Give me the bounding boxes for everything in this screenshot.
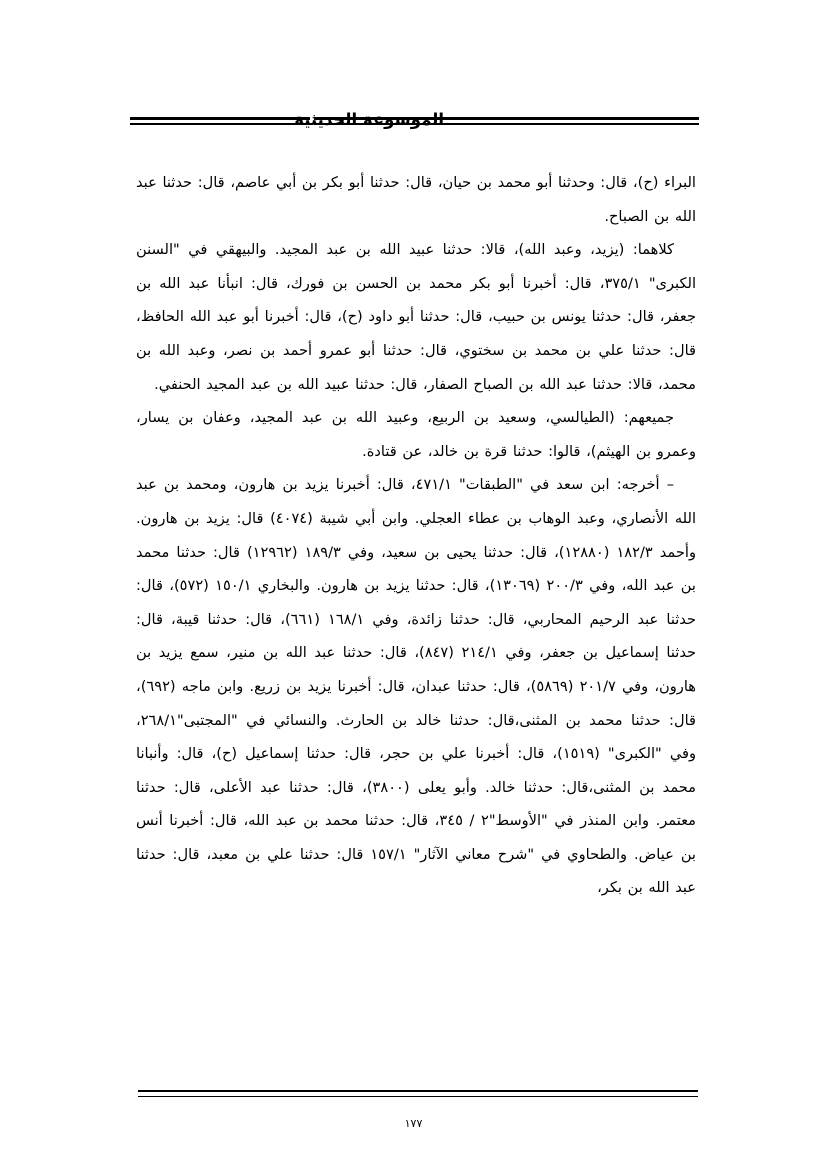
book-title: الموسوعة الحديثية xyxy=(294,110,444,129)
page-number: ١٧٧ xyxy=(404,1117,423,1130)
header-rule-left xyxy=(130,117,310,125)
footer-rule xyxy=(138,1090,698,1097)
paragraph-3: جميعهم: (الطيالسي، وسعيد بن الربيع، وعبيد الله بن عبد المجيد، وعفان بن يسار، وعمرو بن الهيثم)، قالوا: حدثنا قرة بن خالد، عن قتادة. xyxy=(136,409,696,460)
paragraph-4: – أخرجه: ابن سعد في "الطبقات" ٤٧١/١، قال: أخبرنا يزيد بن هارون، ومحمد بن عبد الله الأنصاري، وعبد الوهاب بن عطاء العجلي. وابن أبي شيبة (٤٠٧٤) قال: يزيد بن هارون. وأحمد ١٨٢/٣ (١٢٨٨٠)، قال: حدثنا يحيى بن سعيد، وفي ١٨٩/٣ (١٢٩٦٢) قال: حدثنا محمد بن عبد الله، وفي ٢٠٠/٣ (١٣٠٦٩)، قال: حدثنا يزيد بن هارون. والبخاري ١٥٠/١ (٥٧٢)، قال: حدثنا عبد الرحيم المحاربي، قال: حدثنا زائدة، وفي ١٦٨/١ (٦٦١)، قال: حدثنا قيبة، قال: حدثنا إسماعيل بن جعفر، وفي ٢١٤/١ (٨٤٧)، قال: حدثنا عبد الله بن منير، سمع يزيد بن هارون، وفي ٢٠١/٧ (٥٨٦٩)، قال: حدثنا عبدان، قال: أخبرنا يزيد بن زريع. وابن ماجه (٦٩٢)، قال: حدثنا محمد بن المثنى،قال: حدثنا خالد بن الحارث. والنسائي في "المجتبى"٢٦٨/١، وفي "الكبرى" (١٥١٩)، قال: أخبرنا علي بن حجر، قال: حدثنا إسماعيل (ح)، قال: وأنبانا محمد بن المثنى،قال: حدثنا خالد. وأبو يعلى (٣٨٠٠)، قال: حدثنا عبد الأعلى، قال: حدثنا معتمر. وابن المنذر في "الأوسط"٢ / ٣٤٥، قال: حدثنا محمد بن عبد الله، قال: أخبرنا أنس بن عياض. والطحاوي في "شرح معاني الآثار" ١٥٧/١ قال: حدثنا علي بن معبد، قال: حدثنا عبد الله بن بكر، xyxy=(136,476,697,897)
paragraph-1: البراء (ح)، قال: وحدثنا أبو محمد بن حيان، قال: حدثنا أبو بكر بن أبي عاصم، قال: حدثنا عبد الله بن الصباح. xyxy=(136,174,696,225)
page-body xyxy=(136,166,696,905)
paragraph-2: كلاهما: (يزيد، وعبد الله)، قالا: حدثنا عبيد الله بن عبد المجيد. والبيهقي في "السنن الكبرى" ٣٧٥/١، قال: أخبرنا أبو بكر محمد بن الحسن بن فورك، قال: انبأنا عبد الله بن جعفر، قال: حدثنا يونس بن حبيب، قال: حدثنا أبو داود (ح)، قال: أخبرنا أبو عبد الله الحافظ، قال: حدثنا علي بن محمد بن سختوي، قال: حدثنا أبو عمرو أحمد بن نصر، وعبد الله بن محمد، قالا: حدثنا عبد الله بن الصباح الصفار، قال: حدثنا عبيد الله بن عبد المجيد الحنفي. xyxy=(136,241,697,393)
running-header xyxy=(130,103,699,139)
